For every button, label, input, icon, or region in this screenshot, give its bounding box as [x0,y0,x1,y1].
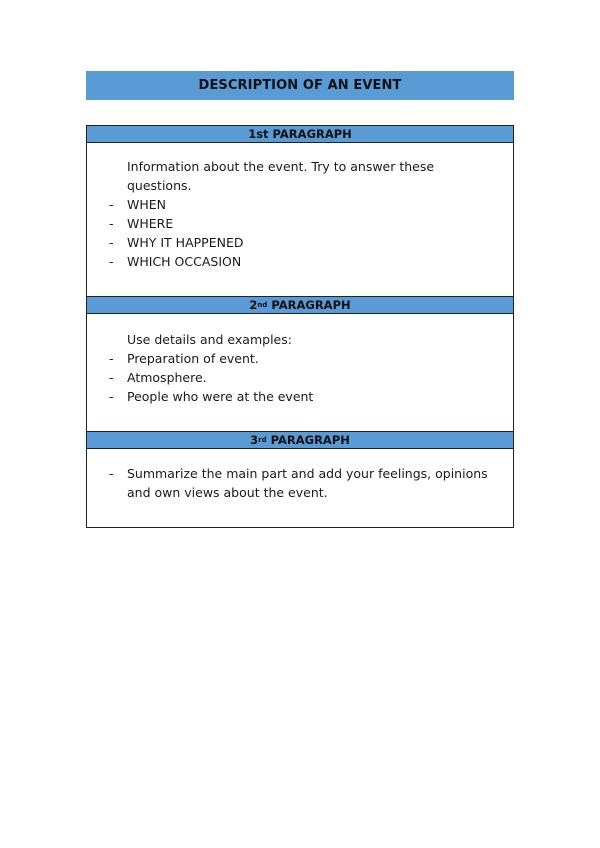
list-item-text: People who were at the event [127,389,314,404]
list-item-text: WHY IT HAPPENED [127,235,244,250]
section-body-2 [87,314,513,432]
list-item-text: Atmosphere. [127,370,207,385]
list-item-text: WHEN [127,197,167,212]
list-item [87,387,513,406]
section-header-1 [87,126,513,143]
section-header-2-num: 2 [249,298,258,312]
paragraph-table [86,125,514,528]
list-item [87,195,513,214]
section-header-3-num: 3 [250,433,259,447]
list-dash: - [109,254,114,269]
list-item [87,368,513,387]
list-item-text: Preparation of event. [127,351,259,366]
list-item [87,252,513,271]
section-body-1 [87,143,513,297]
list-dash: - [109,235,114,250]
list-dash: - [109,216,114,231]
list-dash: - [109,466,114,481]
list-item [87,214,513,233]
section-header-3-label: PARAGRAPH [266,433,350,447]
title-bar [86,71,514,100]
list-item-text: WHERE [127,216,174,231]
list-item-text: WHICH OCCASION [127,254,242,269]
page-title: DESCRIPTION OF AN EVENT [198,78,402,93]
section-header-1-label: 1st PARAGRAPH [248,127,352,141]
section-header-3: 3 rd PARAGRAPH [87,432,513,449]
section-header-2-label: PARAGRAPH [267,298,351,312]
section-2-intro: Use details and examples: [127,332,292,347]
list-dash: - [109,370,114,385]
list-dash: - [109,351,114,366]
section-1-intro: Information about the event. Try to answer these questions. [127,159,435,193]
list-item [87,233,513,252]
list-item [87,464,513,502]
section-body-3 [87,449,513,527]
list-item [87,349,513,368]
list-dash: - [109,197,114,212]
section-header-2: 2 nd PARAGRAPH [87,297,513,314]
list-item-text: Summarize the main part and add your feelings, opinions and own views about the event. [127,466,488,500]
list-dash: - [109,389,114,404]
